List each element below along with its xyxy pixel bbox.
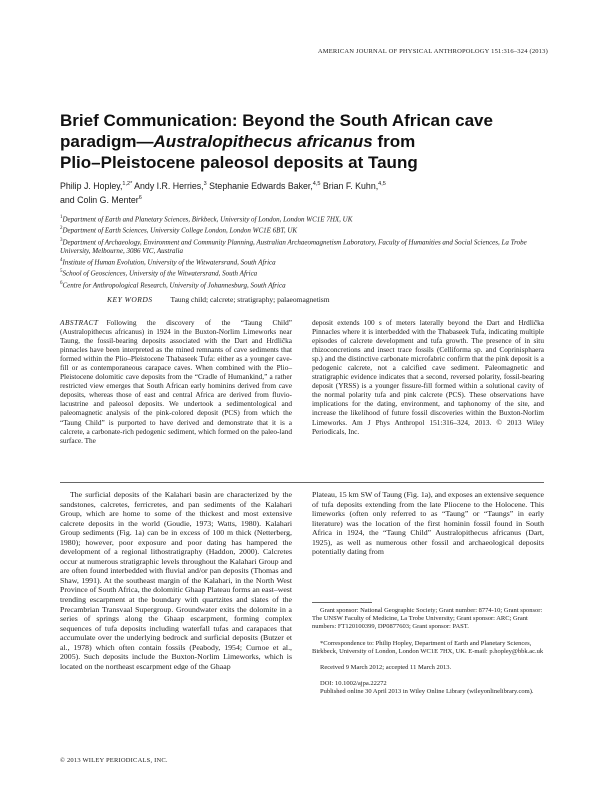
author-list: Philip J. Hopley,$^{1,2*}$ Andy I.R. Herries,$^3$ Stephanie Edwards Baker,$^{4,5}$ Brian F. Kuhn,$^{4,5}$ and Colin G. Menter$^6$	[60, 180, 386, 205]
affiliation: $^6$Centre for Anthropological Research, University of Johannesburg, South Africa	[60, 280, 286, 289]
affiliation: $^4$Institute of Human Evolution, University of the Witwatersrand, South Africa	[60, 257, 276, 267]
author: Philip J. Hopley,	[60, 180, 123, 191]
author: Stephanie Edwards Baker,	[206, 180, 313, 191]
author: Brian F. Kuhn,	[320, 180, 379, 191]
body-column-right	[312, 490, 544, 557]
affiliation: $^5$School of Geosciences, University of the Witwatersrand, South Africa	[60, 269, 258, 278]
title-line-1: Brief Communication: Beyond the South African cave	[60, 111, 493, 130]
affiliations	[60, 213, 540, 290]
keywords-label: KEY WORDS	[107, 295, 153, 304]
title-line-3: Plio–Pleistocene paleosol deposits at Taung	[60, 153, 418, 172]
body-column-left	[60, 490, 292, 671]
abstract-label: ABSTRACT	[60, 318, 99, 327]
correspondence: *Correspondence to: Philip Hopley, Department of Earth and Planetary Sciences, Birkbeck, University of London, London WC1E 7HX, UK. E-mail: p.hopley@bbk.ac.uk	[312, 639, 544, 655]
keywords-text: Taung child; calcrete; stratigraphy; palaeomagnetism	[170, 295, 330, 304]
footnotes	[312, 602, 544, 705]
abstract-text: deposit extends 100 s of meters laterally beyond the Dart and Hrdlička Pinnacles where it is interbedded with the Thabaseek Tufa, indicating multiple episodes of calcrete development and tufa growth. The presence of in situ rhizoconcretions and insect trace fossils (Celliforma sp. and Coprinisphaera sp.) and the distinctive carbonate microfabric confirm that the pink deposit is a pedogenic calcrete, not a calcified cave sediment. Paleomagnetic and stratigraphic evidence indicates that a second, reversed polarity, fossil-bearing deposit (YRSS) is a younger fissure-fill formed within a solutional cavity of the normal polarity tufa and pink calcrete (PCS). These observations have implications for the dating, environment, and taphonomy of the site, and increase the likelihood of future fossil discoveries within the Buxton-Norlim Limeworks. Am J Phys Anthropol 151:316–324, 2013. © 2013 Wiley Periodicals, Inc.	[312, 318, 544, 436]
author: Andy I.R. Herries,	[132, 180, 204, 191]
abstract-text: Following the discovery of the “Taung Child” (Australopithecus africanus) in 1924 in the Buxton-Norlim Limeworks near Taung, the fossil-bearing deposits associated with the Dart and Hrdlička pinnacles have been interpreted as the mined remnants of cave sediments that formed within the Plio–Pleistocene Thabaseek Tufa: either as a younger cave-fill or as contemporaneous carapace caves. When combined with the Plio–Pleistocene dolomitic cave deposits from the “Cradle of Humankind,” a rather restricted view emerges that South African early hominins derived from cave deposits, whereas those of east and central Africa are derived from fluvio-lacustrine and paleosol deposits. We undertook a sedimentological and paleomagnetic analysis of the pink-colored deposit (PCS) from which the “Taung Child” is purported to have derived and demonstrate that it is a calcrete, a carbonate-rich pedogenic sediment, which formed on the paleo-land surface. The	[60, 318, 292, 445]
received-dates: Received 9 March 2012; accepted 11 March 2013.	[320, 664, 452, 672]
body-paragraph: Plateau, 15 km SW of Taung (Fig. 1a), and exposes an extensive sequence of tufa deposits extending from the late Pliocene to the Holocene. This limeworks (often only referred to as “Taung” or “Taungs” in early literature) was the location of the first hominin fossil found in South Africa in 1924, the “Taung Child” Australopithecus africanus (Dart, 1925), as well as numerous other fossil and archaeological deposits potentially dating from	[312, 490, 544, 557]
section-divider	[60, 482, 544, 483]
body-paragraph: The surficial deposits of the Kalahari basin are characterized by the sandstones, calcretes, ferricretes, and pan sediments of the Kalahari Group, which are home to some of the thickest and most extensive calcrete deposits in the world (Goudie, 1973; Watts, 1980). Kalahari Group sediments (Fig. 1a) can be in excess of 100 m thick (Netterberg, 1980); however, poor exposure and poor dating has hampered the development of a regional lithostratigraphy (Haddon, 2000). Calcretes occur at numerous stratigraphic levels throughout the Kalahari Group and are often found interbedded with fluvial and/or pan deposits (Thomas and Shaw, 1991). At the southeast margin of the Kalahari, in the North West Province of South Africa, the dolomitic Ghaap Plateau forms an east–west trending escarpment at the boundary with quartzites and slates of the Precambrian Transvaal Supergroup. Groundwater exits the dolomite in a series of springs along the Ghaap escarpment, forming complex sequences of tufa deposits including waterfall tufas and carapaces that accumulate over the underlying bedrock and surficial deposits (Butzer et al., 1978) which often contain fossils (Peabody, 1954; Curnoe et al., 2005). Such deposits include the Buxton-Norlim Limeworks, which is located on the northeast escarpment edge of the Ghaap	[60, 490, 292, 671]
doi: DOI: 10.1002/ajpa.22272	[320, 680, 387, 688]
author: and Colin G. Menter	[60, 194, 139, 205]
grant-info: Grant sponsor: National Geographic Society; Grant number: 8774-10; Grant sponsor: The UNSW Faculty of Medicine, La Trobe University; Grant sponsor: ARC; Grant numbers: FT120100399, DP0877603; Grant sponsor: PAST.	[312, 607, 543, 631]
keywords	[107, 295, 330, 304]
article-title	[60, 110, 540, 173]
affiliation: $^3$Department of Archaeology, Environment and Community Planning, Australian Archaeomagnetism Laboratory, Faculty of Humanities and Social Sciences, La Trobe University, Melbourne, 3086 VIC, Australia	[60, 237, 527, 255]
affiliation: $^2$Department of Earth Sciences, University College London, London WC1E 6BT, UK	[60, 226, 298, 235]
footnote-divider	[312, 602, 372, 603]
abstract-column-left	[60, 318, 292, 445]
affiliation: $^1$Department of Earth and Planetary Sciences, Birkbeck, University of London, London WC1E 7HX, UK	[60, 215, 353, 224]
copyright: © 2013 WILEY PERIODICALS, INC.	[60, 757, 168, 764]
published-online: Published online 30 April 2013 in Wiley Online Library (wileyonlinelibrary.com).	[320, 688, 534, 696]
running-head: AMERICAN JOURNAL OF PHYSICAL ANTHROPOLOGY 151:316–324 (2013)	[317, 48, 548, 55]
title-line-2: paradigm—Australopithecus africanus from	[60, 132, 416, 151]
abstract-column-right	[312, 318, 544, 436]
